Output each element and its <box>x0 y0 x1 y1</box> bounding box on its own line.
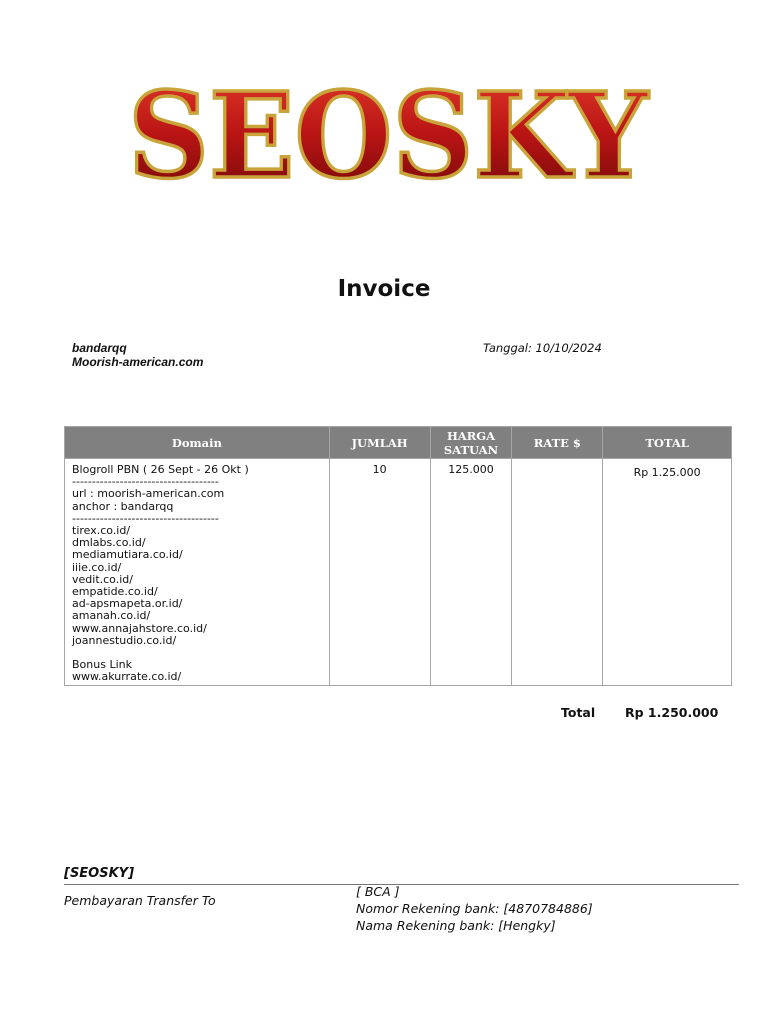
table-row <box>65 459 732 686</box>
header-jumlah: JUMLAH <box>329 427 430 459</box>
bonus-link: www.akurrate.co.id/ <box>72 670 182 684</box>
client-name: bandarqq <box>72 341 127 355</box>
seosky-logo <box>118 72 658 202</box>
header-rate: RATE $ <box>512 427 603 459</box>
total-cell: Rp 1.25.000 <box>603 459 732 686</box>
domain-line: ------------------------------------- <box>72 475 219 489</box>
bank-details <box>356 883 593 934</box>
domain-line: ad-apsmapeta.or.id/ <box>72 597 183 611</box>
footer-company: [SEOSKY] <box>64 866 135 881</box>
client-site: Moorish-american.com <box>72 355 204 369</box>
client-block <box>72 341 203 369</box>
logo-text: SEOSKY <box>128 72 650 202</box>
table-header-row <box>65 427 732 459</box>
header-domain: Domain <box>65 427 330 459</box>
payment-transfer-to: Pembayaran Transfer To <box>64 893 216 908</box>
domain-line: Blogroll PBN ( 26 Sept - 26 Okt ) <box>72 463 249 476</box>
bank-account-number: Nomor Rekening bank: [4870784886] <box>356 901 593 916</box>
domain-line: dmlabs.co.id/ <box>72 536 146 550</box>
header-total: TOTAL <box>603 427 732 459</box>
bank-name: [ BCA ] <box>356 884 400 899</box>
bank-account-name: Nama Rekening bank: [Hengky] <box>356 918 556 933</box>
domain-line: ------------------------------------- <box>72 511 219 525</box>
domain-line: anchor : bandarqq <box>72 499 174 513</box>
invoice-table <box>64 426 732 686</box>
domain-line: mediamutiara.co.id/ <box>72 548 183 562</box>
harga-satuan-cell: 125.000 <box>430 459 512 686</box>
domain-cell <box>65 459 330 686</box>
bonus-label: Bonus Link <box>72 658 132 672</box>
header-harga-satuan: HARGA SATUAN <box>430 427 512 459</box>
domain-line: tirex.co.id/ <box>72 524 131 538</box>
domain-line: url : moorish-american.com <box>72 487 225 501</box>
rate-cell <box>512 459 603 686</box>
total-label: Total <box>561 705 596 720</box>
domain-line: iiie.co.id/ <box>72 560 122 574</box>
invoice-date: Tanggal: 10/10/2024 <box>483 341 602 355</box>
domain-line: empatide.co.id/ <box>72 585 158 599</box>
domain-line: amanah.co.id/ <box>72 609 151 623</box>
domain-line: vedit.co.id/ <box>72 572 133 586</box>
invoice-title: Invoice <box>337 276 431 302</box>
total-value: Rp 1.250.000 <box>625 705 719 720</box>
jumlah-cell: 10 <box>329 459 430 686</box>
domain-line: www.annajahstore.co.id/ <box>72 621 207 635</box>
domain-line: joannestudio.co.id/ <box>72 633 177 647</box>
